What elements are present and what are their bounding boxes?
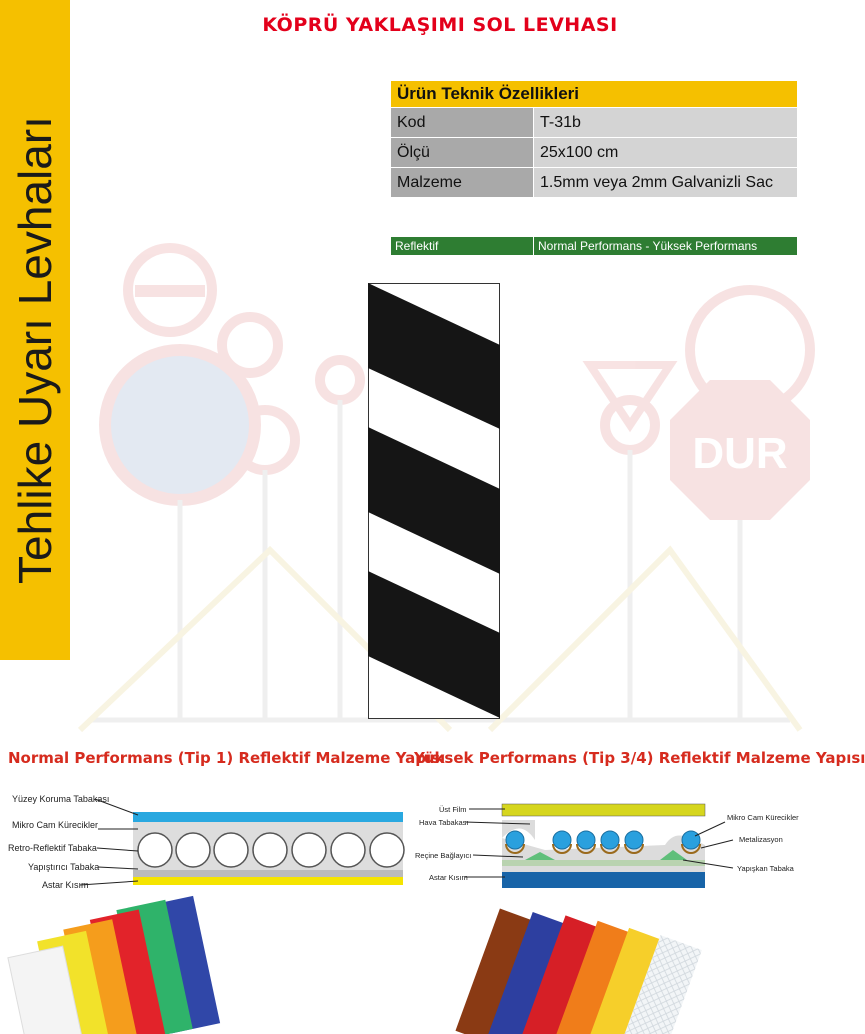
spec-value: 25x100 cm [534, 138, 798, 168]
layer-label: Hava Tabakası [419, 818, 469, 827]
layer-label: Astar Kısım [42, 880, 89, 890]
reflective-table [390, 236, 798, 256]
spec-table [390, 80, 798, 198]
layer-label: Mikro Cam Kürecikler [727, 813, 799, 822]
reflective-row [391, 237, 798, 256]
spec-label: Ölçü [391, 138, 534, 168]
page-title: KÖPRÜ YAKLAŞIMI SOL LEVHASI [262, 14, 618, 36]
spec-row [391, 108, 798, 138]
spec-table-header-row [391, 81, 798, 108]
normal-structure-diagram [0, 785, 405, 895]
normal-reflective-samples-image [20, 912, 240, 1034]
spec-label: Kod [391, 108, 534, 138]
category-sidebar [0, 0, 70, 660]
high-performance-title: Yüksek Performans (Tip 3/4) Reflektif Malzeme Yapısı [414, 749, 865, 767]
spec-row [391, 138, 798, 168]
layer-label: Reçine Bağlayıcı [415, 851, 472, 860]
reflective-label: Reflektif [391, 237, 534, 256]
layer-label: Yapıştırıcı Tabaka [28, 862, 100, 872]
high-reflective-samples-image [440, 905, 670, 1034]
spec-table-header: Ürün Teknik Özellikleri [391, 81, 798, 108]
layer-label: Retro-Reflektif Tabaka [8, 843, 97, 853]
layer-label: Astar Kısım [429, 873, 468, 882]
bridge-approach-left-sign [368, 283, 500, 719]
normal-performance-title: Normal Performans (Tip 1) Reflektif Malzeme Yapısı [8, 749, 446, 767]
layer-label: Metalizasyon [739, 835, 783, 844]
spec-row [391, 168, 798, 198]
background-dur-text: DUR [692, 429, 788, 478]
high-structure-diagram [405, 790, 810, 900]
reflective-value: Normal Performans - Yüksek Performans [534, 237, 798, 256]
spec-value: T-31b [534, 108, 798, 138]
spec-label: Malzeme [391, 168, 534, 198]
layer-label: Yapışkan Tabaka [737, 864, 794, 873]
layer-label: Üst Film [439, 805, 467, 814]
layer-label: Mikro Cam Kürecikler [12, 820, 99, 830]
category-label: Tehlike Uyarı Levhaları [9, 116, 61, 584]
spec-value: 1.5mm veya 2mm Galvanizli Sac [534, 168, 798, 198]
layer-label: Yüzey Koruma Tabakası [12, 794, 110, 804]
